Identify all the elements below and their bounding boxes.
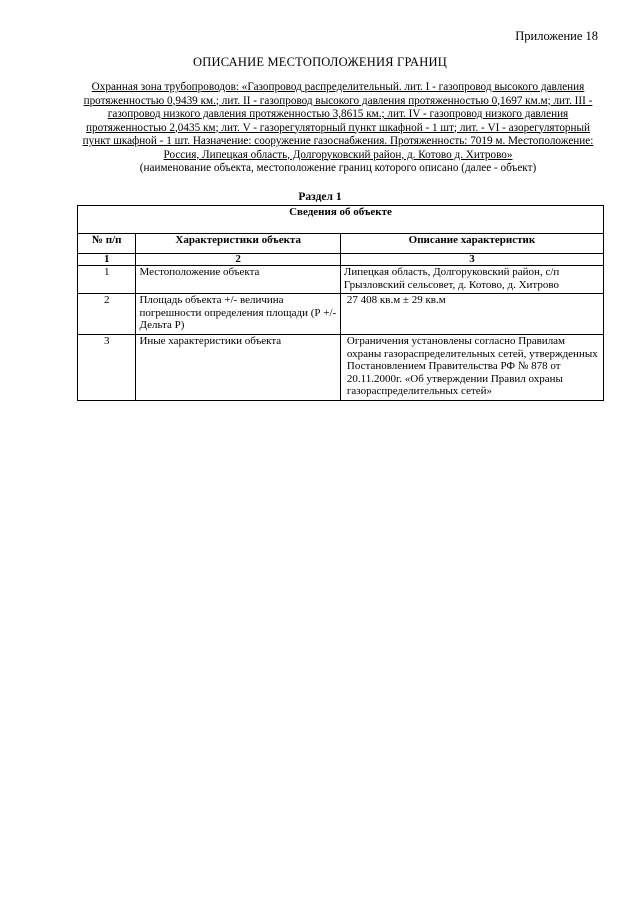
row-characteristic: Местоположение объекта [136,266,340,294]
row-number: 2 [78,294,136,335]
object-caption: (наименование объекта, местоположение границ которого описано (далее - объект) [139,162,537,174]
header-number: № п/п [78,234,136,254]
row-characteristic: Площадь объекта +/- величина погрешности определения площади (Р +/- Дельта Р) [136,294,340,335]
object-description-block [72,81,604,176]
row-description: Ограничения установлены согласно Правилам охраны газораспределительных сетей, утвержденных Постановлением Правительства РФ № 878 от 20.11.2000г. «Об утверждении Правил охраны газораспределительных сетей» [340,335,603,401]
row-description: 27 408 кв.м ± 29 кв.м [340,294,603,335]
row-characteristic: Иные характеристики объекта [136,335,340,401]
column-number-2: 2 [136,254,340,266]
row-description: Липецкая область, Долгоруковский район, с/п Грызловский сельсовет, д. Котово, д. Хитрово [340,266,603,294]
page-title: ОПИСАНИЕ МЕСТОПОЛОЖЕНИЯ ГРАНИЦ [193,55,447,69]
table-row [78,266,604,294]
section-heading: Раздел 1 [298,191,342,203]
table-caption: Сведения об объекте [78,206,604,234]
header-description: Описание характеристик [340,234,603,254]
object-info-table [77,205,604,401]
row-number: 1 [78,266,136,294]
row-number: 3 [78,335,136,401]
column-number-1: 1 [78,254,136,266]
appendix-label: Приложение 18 [515,29,598,43]
table-row [78,335,604,401]
object-description: Охранная зона трубопроводов: «Газопровод распределительный. лит. I - газопровод высокого давления протяженностью 0,9439 км.; лит. II - газопровод высокого давления протяженностью 0,1697 км.м; лит. III - газопровод низкого давления протяженностью 3,8615 км.; лит. IV - газопровод низкого давления протяженностью 2,0435 км; лит. V - газорегуляторный пункт шкафной - 1 шт; лит. - VI - азорегуляторный пункт шкафной - 1 шт. Назначение: сооружение газоснабжения. Протяженность: 7019 м. Местоположение: Россия, Липецкая область, Долгоруковский район, д. Котово д. Хитрово» [82,81,594,161]
table-row [78,294,604,335]
column-number-3: 3 [340,254,603,266]
header-characteristic: Характеристики объекта [136,234,340,254]
